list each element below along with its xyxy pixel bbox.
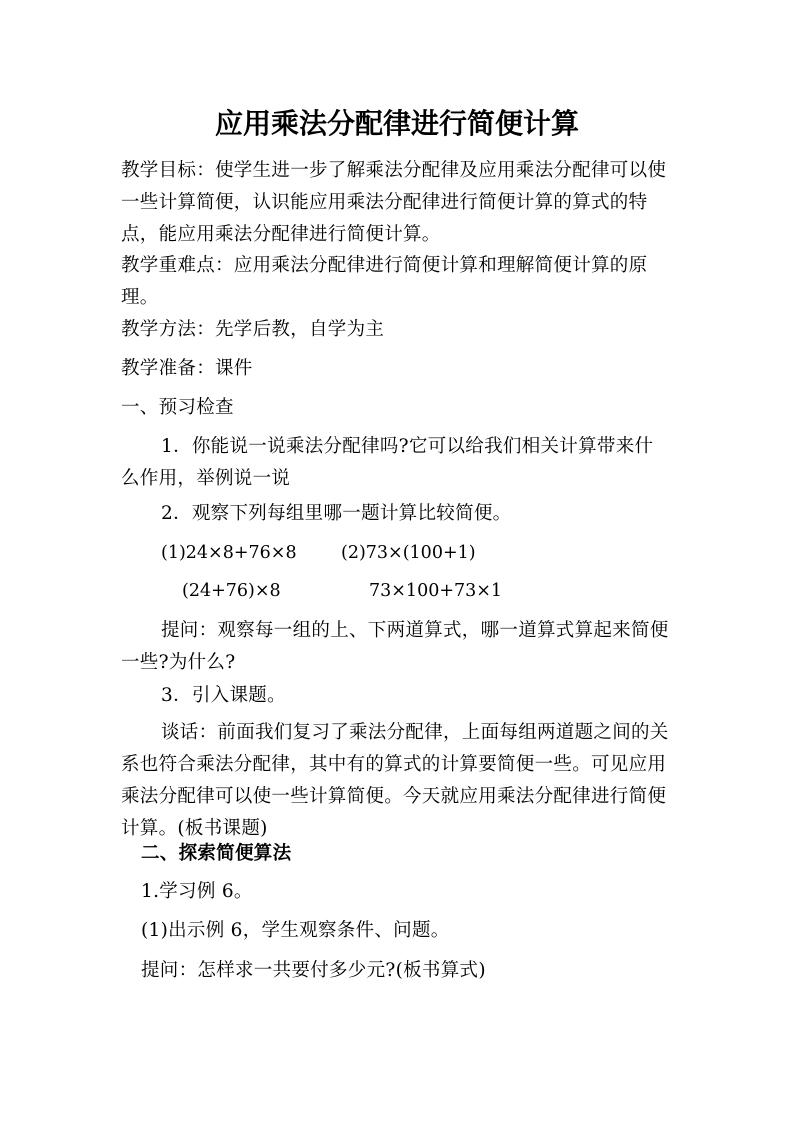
intro-talk: 谈话：前面我们复习了乘法分配律，上面每组两道题之间的关系也符合乘法分配律，其中有的算式的计算要简便一些。可见应用乘法分配律可以使一些计算简便。今天就应用乘法分配律进行简便计算。(板书课题) xyxy=(121,722,669,839)
section-heading-preview: 一、预习检查 xyxy=(121,397,234,418)
preview-item-2: 2．观察下列每组里哪一题计算比较简便。 xyxy=(161,503,512,524)
formula-2-upper: (2)73×(100+1) xyxy=(341,543,476,563)
teaching-preparation: 教学准备：课件 xyxy=(121,358,253,379)
explore-sub-1: (1)出示例 6，学生观察条件、问题。 xyxy=(141,920,450,941)
document-title: 应用乘法分配律进行简便计算 xyxy=(214,107,579,140)
formula-2-lower: 73×100+73×1 xyxy=(369,581,503,601)
preview-item-1: 1．你能说一说乘法分配律吗?它可以给我们相关计算带来什么作用，举例说一说 xyxy=(121,436,654,489)
preview-question: 提问：观察每一组的上、下两道算式，哪一道算式算起来简便一些?为什么? xyxy=(121,620,669,673)
teaching-objective: 教学目标：使学生进一步了解乘法分配律及应用乘法分配律可以使一些计算简便，认识能应用乘法分配律进行简便计算的算式的特点，能应用乘法分配律进行简便计算。 xyxy=(121,160,667,245)
teaching-method: 教学方法：先学后教，自学为主 xyxy=(121,319,385,340)
preview-item-3: 3．引入课题。 xyxy=(161,685,286,706)
explore-item-1: 1.学习例 6。 xyxy=(141,881,253,902)
section-heading-explore: 二、探索简便算法 xyxy=(141,843,292,864)
explore-question: 提问：怎样求一共要付多少元?(板书算式) xyxy=(141,960,486,981)
formula-1-lower: (24+76)×8 xyxy=(182,581,281,601)
formula-1-upper: (1)24×8+76×8 xyxy=(161,543,297,563)
teaching-key-points: 教学重难点：应用乘法分配律进行简便计算和理解简便计算的原理。 xyxy=(121,255,648,308)
